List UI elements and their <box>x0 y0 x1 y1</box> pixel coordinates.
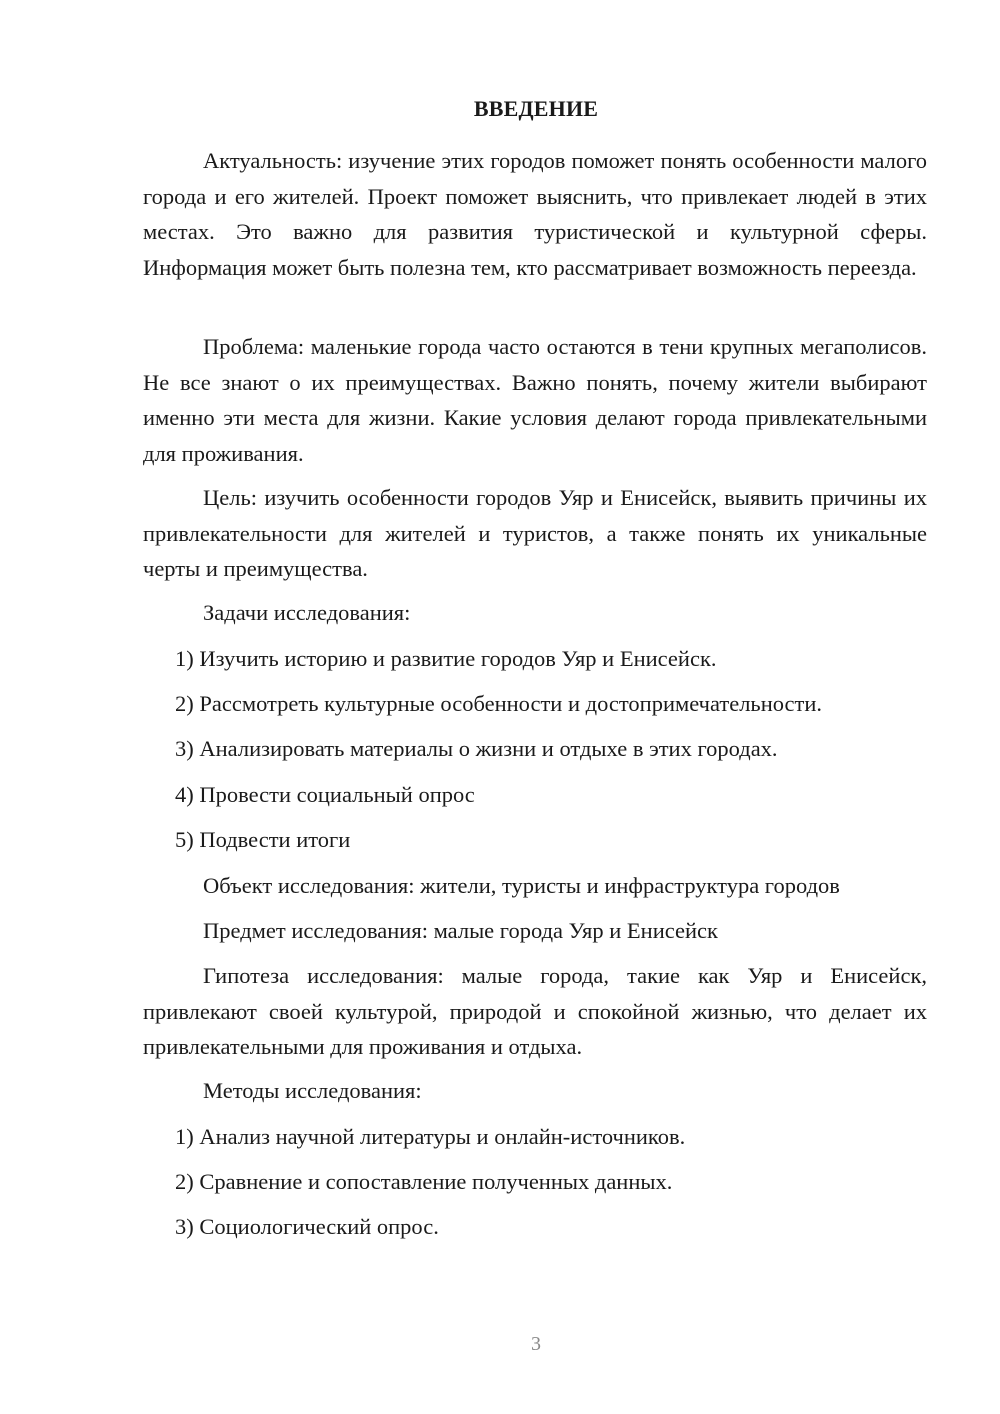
problem-paragraph: Проблема: маленькие города часто остаются в тени крупных мегаполисов. Не все знают о их преимуществах. Важно понять, почему жители выбирают именно эти места для жизни. Какие условия делают города привлекательными для проживания. <box>143 334 927 466</box>
task-item: 2) Рассмотреть культурные особенности и достопримечательности. <box>175 691 823 716</box>
methods-heading: Методы исследования: <box>203 1078 422 1103</box>
task-item: 1) Изучить историю и развитие городов Уяр и Енисейск. <box>175 646 717 671</box>
subject-line: Предмет исследования: малые города Уяр и Енисейск <box>203 918 718 943</box>
hypothesis-paragraph: Гипотеза исследования: малые города, такие как Уяр и Енисейск, привлекают своей культурой, природой и спокойной жизнью, что делает их привлекательными для проживания и отдыха. <box>143 963 927 1060</box>
method-item: 2) Сравнение и сопоставление полученных данных. <box>175 1169 673 1194</box>
task-item: 3) Анализировать материалы о жизни и отдыхе в этих городах. <box>175 736 778 761</box>
section-title: ВВЕДЕНИЕ <box>473 96 599 121</box>
task-item: 5) Подвести итоги <box>175 827 351 852</box>
goal-paragraph: Цель: изучить особенности городов Уяр и Енисейск, выявить причины их привлекательности для жителей и туристов, а также понять их уникальные черты и преимущества. <box>143 485 927 582</box>
relevance-paragraph: Актуальность: изучение этих городов поможет понять особенности малого города и его жителей. Проект поможет выяснить, что привлекает людей в этих местах. Это важно для развития туристической и культурной сферы. Информация может быть полезна тем, кто рассматривает возможность переезда. <box>143 148 927 280</box>
page-number: 3 <box>531 1333 541 1355</box>
method-item: 3) Социологический опрос. <box>175 1214 439 1239</box>
tasks-heading: Задачи исследования: <box>203 600 411 625</box>
task-item: 4) Провести социальный опрос <box>175 782 475 807</box>
method-item: 1) Анализ научной литературы и онлайн-источников. <box>175 1124 686 1149</box>
object-line: Объект исследования: жители, туристы и инфраструктура городов <box>203 873 840 898</box>
